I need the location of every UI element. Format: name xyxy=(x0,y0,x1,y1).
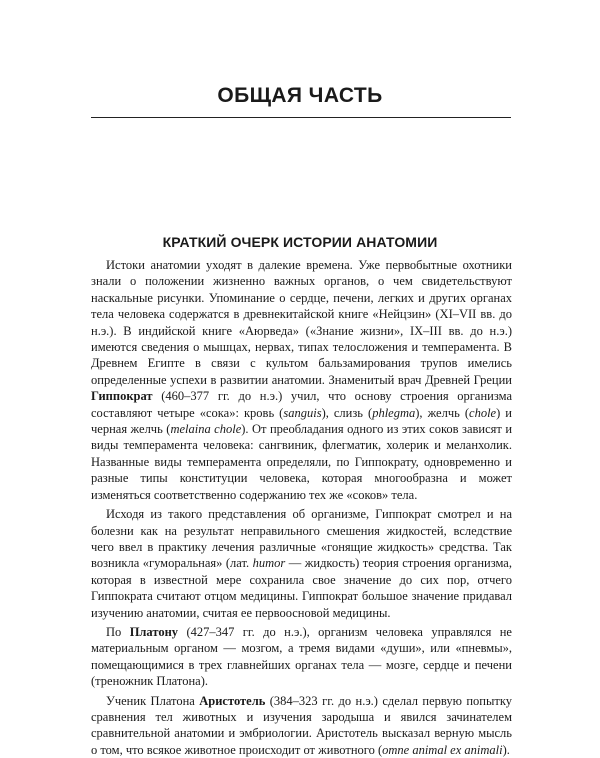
text-run: Ученик Платона xyxy=(106,693,200,708)
text-run: (384–323 гг. до н.э.) сделал первую попытку сравнения тел животных и изучения зародыша и явился зачинателем сравнительной анатомии и эмбриологии. Аристотель высказал верную мысль о том, что всякое животное происходит от животного ( xyxy=(91,693,512,757)
latin-term: sanguis xyxy=(283,405,322,420)
bold-name: Аристотель xyxy=(199,693,266,708)
title-rule xyxy=(91,117,511,118)
bold-name: Гиппократ xyxy=(91,389,153,404)
body-text xyxy=(91,257,512,758)
section-title: КРАТКИЙ ОЧЕРК ИСТОРИИ АНАТОМИИ xyxy=(162,234,438,250)
text-run: Истоки анатомии уходят в далекие времена. Уже первобытные охотники знали о положении жизненно важных органов, о чем свидетельствуют наскальные рисунки. Упоминание о сердце, печени, легких и других органах тела человека содержатся в древнекитайской книге «Нейцзин» (XI–VII вв. до н.э.). В индийской книге «Аюрведа» («Знание жизни», IX–III вв. до н.э.) имеются сведения о мышцах, нервах, типах телосложения и темперамента. В Древнем Египте в связи с культом бальзамирования трупов имелись определенные успехи в развитии анатомии. Знаменитый врач Древней Греции xyxy=(91,258,512,387)
latin-term: chole xyxy=(469,405,497,420)
latin-term: phlegma xyxy=(372,405,416,420)
part-title: ОБЩАЯ ЧАСТЬ xyxy=(217,84,383,107)
text-run: ) и черная желчь ( xyxy=(91,405,512,437)
text-run: По xyxy=(106,624,130,639)
text-run: ). xyxy=(502,742,510,757)
paragraph-1 xyxy=(91,257,512,503)
latin-term: omne animal ex animali xyxy=(382,742,503,757)
paragraph-3 xyxy=(91,624,512,690)
text-run: ), желчь ( xyxy=(415,405,470,420)
text-run: ). От преобладания одного из этих соков зависят и виды темперамента человека: сангвиник, флегматик, холерик и меланхолик. Названные виды темперамента определяли, по Гиппократу, одновременно и разные типы конституции человека, которая многообразна и может изменяться соответственно содержанию тех же «соков» тела. xyxy=(91,422,513,502)
text-run: ), слизь ( xyxy=(321,405,373,420)
latin-term: humor xyxy=(252,556,286,571)
paragraph-2 xyxy=(91,506,512,621)
text-run: Исходя из такого представления об организме, Гиппократ смотрел и на болезни как на результат неправильного смешения жидкостей, вследствие чего ввел в практику лечения различные «гонящие жидкость» средства. Так возникла «гуморальная» (лат. xyxy=(91,507,512,571)
latin-term: melaina chole xyxy=(170,422,242,437)
text-run: (460–377 гг. до н.э.) учил, что основу строения организма составляют четыре «сока»: кровь ( xyxy=(91,389,512,420)
bold-name: Платону xyxy=(129,624,179,639)
text-run: — жидкость) теория строения организма, которая в известной мере сохранила свое значение до сих пор, отчего Гиппократа считают отцом медицины. Гиппократ большое значение придавал изучению анатомии, считая ее первоосновой медицины. xyxy=(91,556,512,620)
paragraph-4 xyxy=(91,693,512,758)
text-run: (427–347 гг. до н.э.), организм человека управлялся не материальным органом — мозгом, а тремя видами «души», или «пневмы», помещающимися в трех главнейших органах тела — мозге, сердце и печени (треножник Платона). xyxy=(91,624,512,689)
